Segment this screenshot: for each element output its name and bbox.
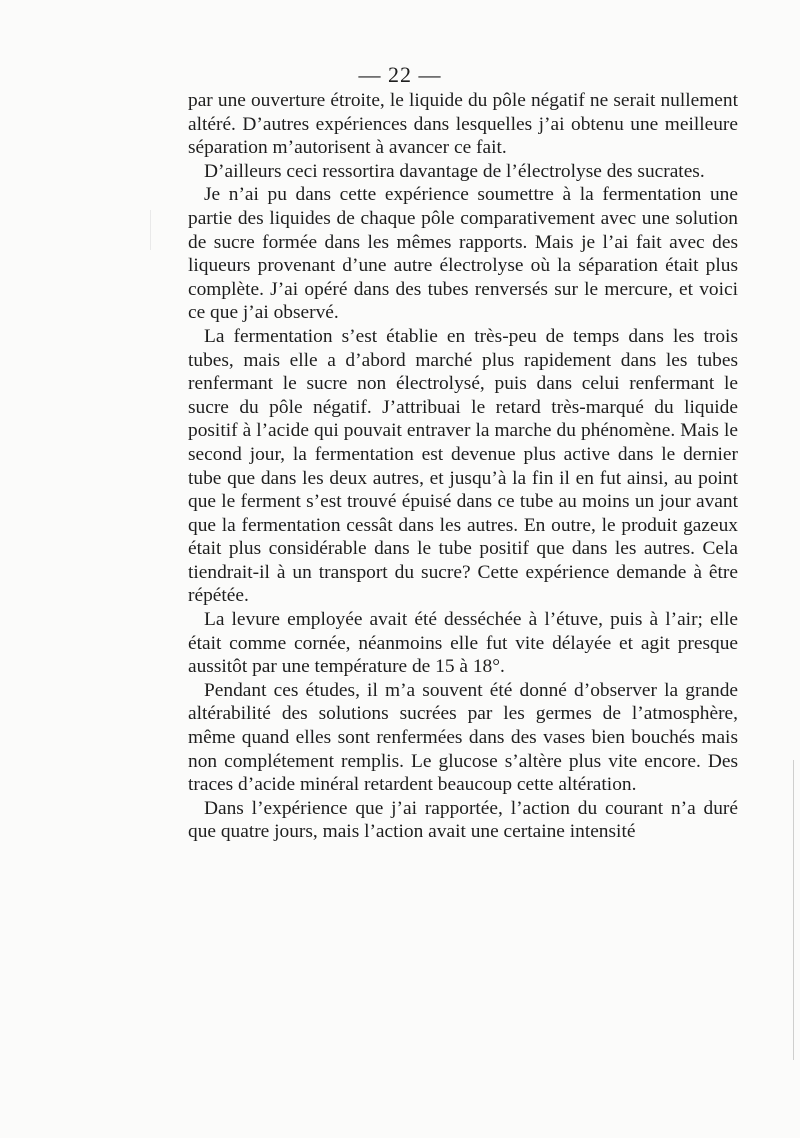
body-text bbox=[188, 89, 738, 844]
page-edge-shadow bbox=[793, 760, 794, 1060]
paragraph-4: La fermentation s’est établie en très-peu de temps dans les trois tubes, mais elle a d’abord marché plus rapidement dans les tubes renfermant le sucre non électrolysé, puis dans celui renfermant le sucre du pôle négatif. J’attribuai le retard très-marqué du liquide positif à l’acide qui pouvait entraver la marche du phénomène. Mais le second jour, la fermentation est devenue plus active dans le dernier tube que dans les deux autres, et jusqu’à la fin il en fut ainsi, au point que le ferment s’est trouvé épuisé dans ce tube au moins un jour avant que la fermentation cessât dans les autres. En outre, le produit gazeux était plus considérable dans le tube positif que dans les autres. Cela tiendrait-il à un transport du sucre? Cette expérience demande à être répétée. bbox=[188, 325, 738, 607]
paper-mark bbox=[150, 210, 151, 250]
paragraph-7: Dans l’expérience que j’ai rapportée, l’action du courant n’a duré que quatre jours, mais l’action avait une certaine intensité bbox=[188, 797, 738, 843]
paragraph-2: D’ailleurs ceci ressortira davantage de l’électrolyse des sucrates. bbox=[204, 160, 705, 182]
page-number: — 22 — bbox=[358, 62, 442, 87]
paragraph-5: La levure employée avait été desséchée à l’étuve, puis à l’air; elle était comme cornée, néanmoins elle fut vite délayée et agit presque aussitôt par une température de 15 à 18°. bbox=[188, 609, 738, 678]
paragraph-3: Je n’ai pu dans cette expérience soumettre à la fermentation une partie des liquides de chaque pôle comparativement avec une solution de sucre formée dans les mêmes rapports. Mais je l’ai fait avec des liqueurs provenant d’une autre électrolyse où la séparation était plus complète. J’ai opéré dans des tubes renversés sur le mercure, et voici ce que j’ai observé. bbox=[188, 184, 738, 324]
paragraph-6: Pendant ces études, il m’a souvent été donné d’observer la grande altérabilité des solutions sucrées par les germes de l’atmosphère, même quand elles sont renfermées dans des vases bien bouchés mais non complétement remplis. Le glucose s’altère plus vite encore. Des traces d’acide minéral retardent beaucoup cette altération. bbox=[188, 679, 738, 796]
paragraph-1: par une ouverture étroite, le liquide du pôle négatif ne serait nullement altéré. D’autres expériences dans lesquelles j’ai obtenu une meilleure séparation m’autorisent à avancer ce fait. bbox=[188, 90, 738, 159]
